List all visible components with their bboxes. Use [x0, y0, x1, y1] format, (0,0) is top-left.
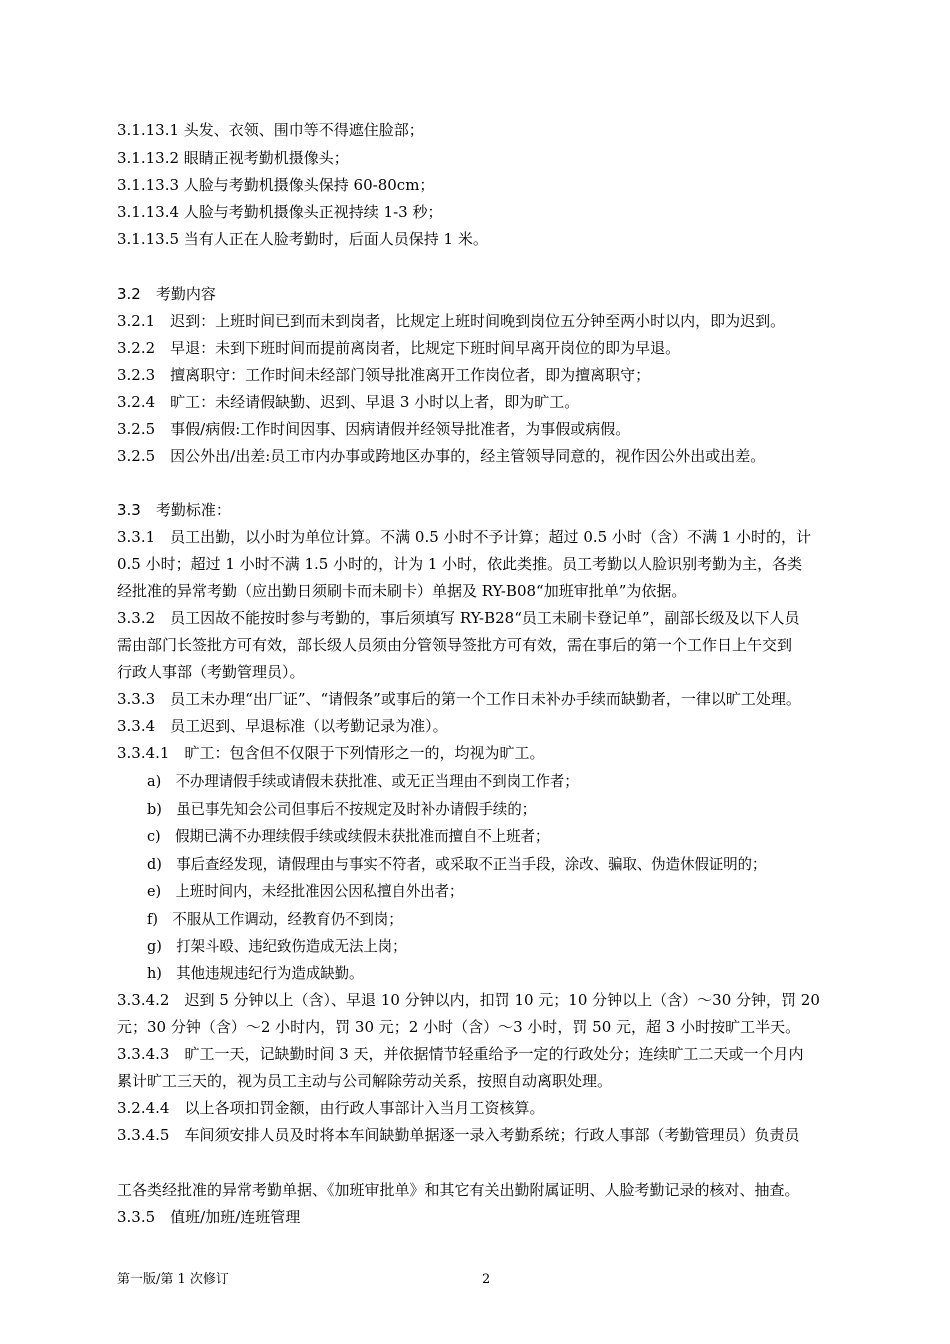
paragraph-line: 工各类经批准的异常考勤单据、《加班审批单》和其它有关出勤附属证明、人脸考勤记录的核对、抽查。	[117, 1181, 800, 1199]
clause-3-1-13-3: 3.1.13.3 人脸与考勤机摄像头保持 60-80cm；	[117, 176, 435, 194]
paragraph-line: 需由部门长签批方可有效，部长级人员须由分管领导签批方可有效，需在事后的第一个工作日上午交到	[117, 636, 793, 654]
paragraph-line: 3.3.4 员工迟到、早退标准（以考勤记录为准）。	[117, 717, 448, 735]
clause-3-2-3: 3.2.3 擅离职守：工作时间未经部门领导批准离开工作岗位者，即为擅离职守；	[117, 366, 651, 384]
section-3-3-heading: 3.3 考勤标准：	[117, 501, 231, 519]
clause-3-2-5b: 3.2.5 因公外出/出差:员工市内办事或跨地区办事的，经主管领导同意的，视作因公外出或出差。	[117, 447, 766, 465]
list-item-b: b) 虽已事先知会公司但事后不按规定及时补办请假手续的；	[147, 800, 537, 818]
paragraph-line: 累计旷工三天的，视为员工主动与公司解除劳动关系，按照自动离职处理。	[117, 1072, 613, 1090]
paragraph-line: 3.3.4.5 车间须安排人员及时将本车间缺勤单据逐一录入考勤系统；行政人事部（考勤管理员）负责员	[117, 1126, 800, 1144]
paragraph-line: 3.3.4.2 迟到 5 分钟以上（含）、早退 10 分钟以内，扣罚 10 元；10 分钟以上（含）～30 分钟，罚 20	[117, 991, 820, 1009]
paragraph-line: 3.3.2 员工因故不能按时参与考勤的，事后须填写 RY-B28“员工未刷卡登记单”，副部长级及以下人员	[117, 609, 800, 627]
list-item-f: f) 不服从工作调动，经教育仍不到岗；	[147, 910, 403, 928]
paragraph-line: 3.3.4.1 旷工：包含但不仅限于下列情形之一的，均视为旷工。	[117, 744, 545, 762]
footer-version: 第一版/第 1 次修订	[117, 1272, 229, 1287]
clause-3-1-13-1: 3.1.13.1 头发、衣领、围巾等不得遮住脸部；	[117, 121, 424, 139]
paragraph-line: 元；30 分钟（含）～2 小时内，罚 30 元；2 小时（含）～3 小时，罚 50 元，超 3 小时按旷工半天。	[117, 1018, 801, 1036]
clause-3-2-5: 3.2.5 事假/病假:工作时间因事、因病请假并经领导批准者，为事假或病假。	[117, 420, 631, 438]
paragraph-line: 3.3.4.3 旷工一天，记缺勤时间 3 天，并依据情节轻重给予一定的行政处分；连续旷工二天或一个月内	[117, 1045, 804, 1063]
clause-3-1-13-4: 3.1.13.4 人脸与考勤机摄像头正视持续 1-3 秒；	[117, 203, 443, 221]
paragraph-line: 0.5 小时；超过 1 小时不满 1.5 小时的，计为 1 小时，依此类推。员工考勤以人脸识别考勤为主，各类	[117, 555, 803, 573]
list-item-h: h) 其他违规违纪行为造成缺勤。	[147, 964, 364, 982]
section-3-2-heading: 3.2 考勤内容	[117, 285, 216, 303]
clause-3-1-13-2: 3.1.13.2 眼睛正视考勤机摄像头；	[117, 149, 349, 167]
clause-3-1-13-5: 3.1.13.5 当有人正在人脸考勤时，后面人员保持 1 米。	[117, 230, 488, 248]
list-item-c: c) 假期已满不办理续假手续或续假未获批准而擅自不上班者；	[147, 827, 550, 845]
paragraph-line: 经批准的异常考勤（应出勤日须刷卡而未刷卡）单据及 RY-B08“加班审批单”为依据。	[117, 582, 687, 600]
list-item-e: e) 上班时间内，未经批准因公因私擅自外出者；	[147, 882, 464, 900]
paragraph-line: 行政人事部（考勤管理员）。	[117, 663, 305, 681]
footer-page-number: 2	[482, 1272, 491, 1287]
list-item-d: d) 事后查经发现，请假理由与事实不符者，或采取不正当手段，涂改、骗取、伪造休假证明的；	[147, 855, 767, 873]
paragraph-line: 3.3.3 员工未办理“出厂证”、“请假条”或事后的第一个工作日未补办手续而缺勤者，一律以旷工处理。	[117, 690, 801, 708]
clause-3-2-2: 3.2.2 早退：未到下班时间而提前离岗者，比规定下班时间早离开岗位的即为早退。	[117, 339, 681, 357]
clause-3-2-4: 3.2.4 旷工：未经请假缺勤、迟到、早退 3 小时以上者，即为旷工。	[117, 393, 580, 411]
list-item-a: a) 不办理请假手续或请假未获批准、或无正当理由不到岗工作者；	[147, 772, 579, 790]
list-item-g: g) 打架斗殴、违纪致伤造成无法上岗；	[147, 937, 407, 955]
clause-3-2-1: 3.2.1 迟到：上班时间已到而未到岗者，比规定上班时间晚到岗位五分钟至两小时以内，即为迟到。	[117, 312, 786, 330]
paragraph-line: 3.3.1 员工出勤，以小时为单位计算。不满 0.5 小时不予计算；超过 0.5 小时（含）不满 1 小时的，计	[117, 528, 812, 546]
section-3-3-5-heading: 3.3.5 值班/加班/连班管理	[117, 1208, 301, 1226]
paragraph-line: 3.2.4.4 以上各项扣罚金额，由行政人事部计入当月工资核算。	[117, 1099, 545, 1117]
